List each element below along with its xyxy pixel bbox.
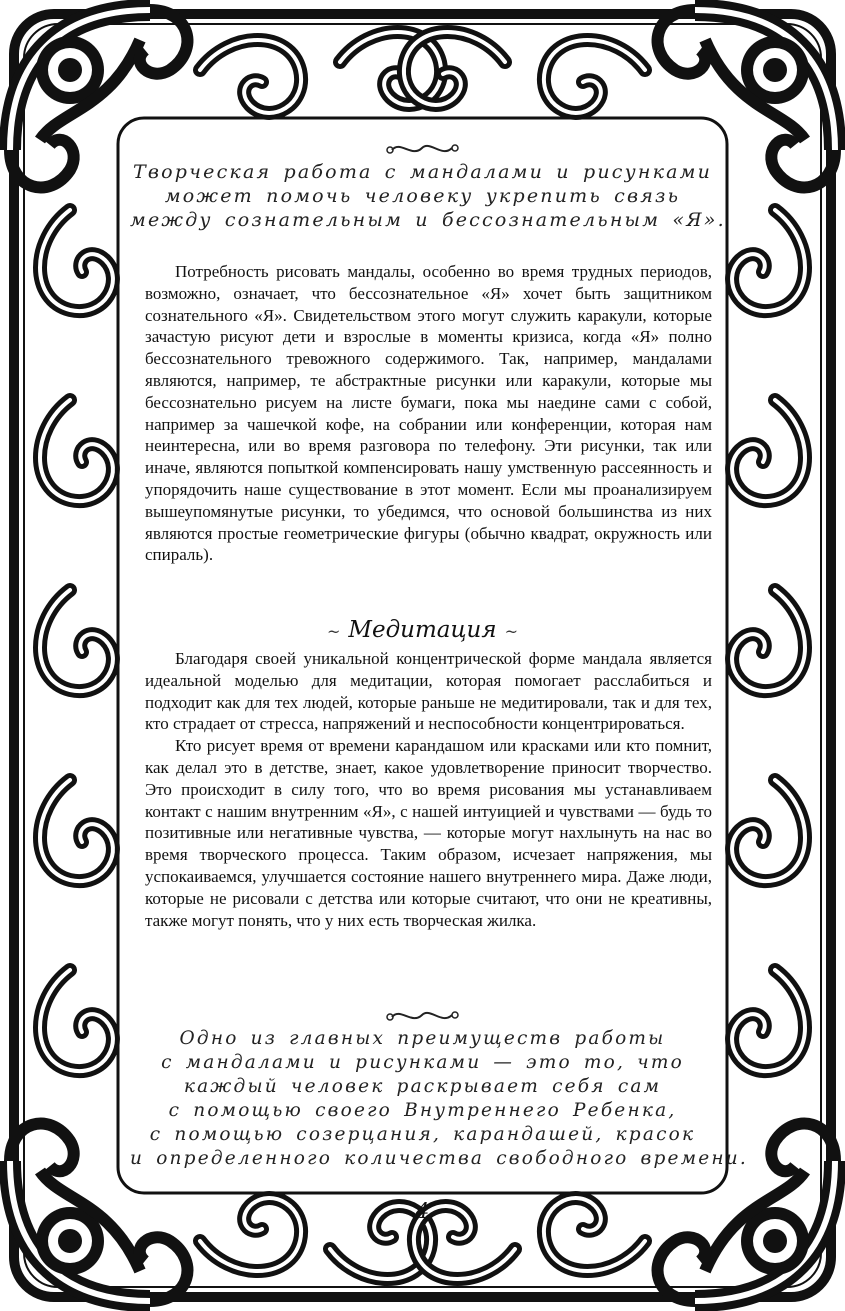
page-number: 4 [415,1199,430,1223]
intro-paragraph: Потребность рисовать мандалы, особенно во время трудных периодов, возможно, означает, что бессознательное «Я» хочет быть защитником сознательного «Я». Свидетельством этого могут служить каракули, которые зачастую рисуют дети и взрослые в моменты кризиса, когда «Я» полно бессознательного тревожного содержимого. Так, например, мандалами являются, например, те абстрактные рисунки или каракули, которые мы бессознательно рисуем на листе бумаги, пока мы наедине сами с собой, например за чашечкой кофе, на собрании или конференции, которая нам неинтересна, или во время разговора по телефону. Эти рисунки, так или иначе, являются попыткой компенсировать нашу умственную рассеянность и упорядочить наше существование в этот момент. Если мы проанализируем вышеупомянутые рисунки, то убедимся, что основой большинства из них являются простые геометрические фигуры (обычно квадрат, окружность или спираль). [145,262,712,565]
quote-bottom [130,1027,748,1171]
quote-bottom-line: Одно из главных преимуществ работы [179,1028,666,1049]
swirl-right-icon: ~ [504,621,518,641]
section-text [145,648,712,931]
divider-bottom-icon [387,1012,458,1020]
divider-top-icon [387,145,458,153]
quote-bottom-line: с помощью своего Внутреннего Ребенка, [168,1100,677,1121]
section-paragraph: Благодаря своей уникальной концентрической форме мандала является идеальной моделью для медитации, которая помогает расслабиться и подходит как для тех людей, которые раньше не медитировали, так и для тех, кто страдает от стресса, напряжений и неспособности концентрироваться. [145,649,712,734]
quote-bottom-line: с мандалами и рисунками — это то, что [161,1052,684,1073]
section-heading [0,617,845,643]
section-paragraph: Кто рисует время от времени карандашом или красками или кто помнит, как делал это в детстве, знает, какое удовлетворение приносит творчество. Это происходит в силу того, что во время рисования мы устанавливаем контакт с нашим внутренним «Я», с нашей интуицией и чувствами — будь то позитивные или негативные чувства, — которые могут нахлынуть на нас во время творческого процесса. Таким образом, исчезает напряжения, мы успокаиваемся, улучшается состояние нашего внутреннего мира. Даже люди, которые не рисовали с детства или которые считают, что они не креативны, также могут понять, что у них есть творческая жилка. [145,736,712,930]
quote-top-line: может помочь человеку укрепить связь [164,185,681,207]
swirl-left-icon: ~ [327,621,341,641]
quote-top-line: между сознательным и бессознательным «Я». [130,209,726,231]
quote-bottom-line: и определенного количества свободного времени. [130,1148,748,1169]
quote-bottom-line: каждый человек раскрывает себя сам [183,1076,662,1097]
section-heading-text: Медитация [348,617,497,643]
quote-top-line: Творческая работа с мандалами и рисунками [132,161,713,183]
quote-top [130,160,726,232]
quote-bottom-line: с помощью созерцания, карандашей, красок [149,1124,696,1145]
intro-text [145,261,712,566]
